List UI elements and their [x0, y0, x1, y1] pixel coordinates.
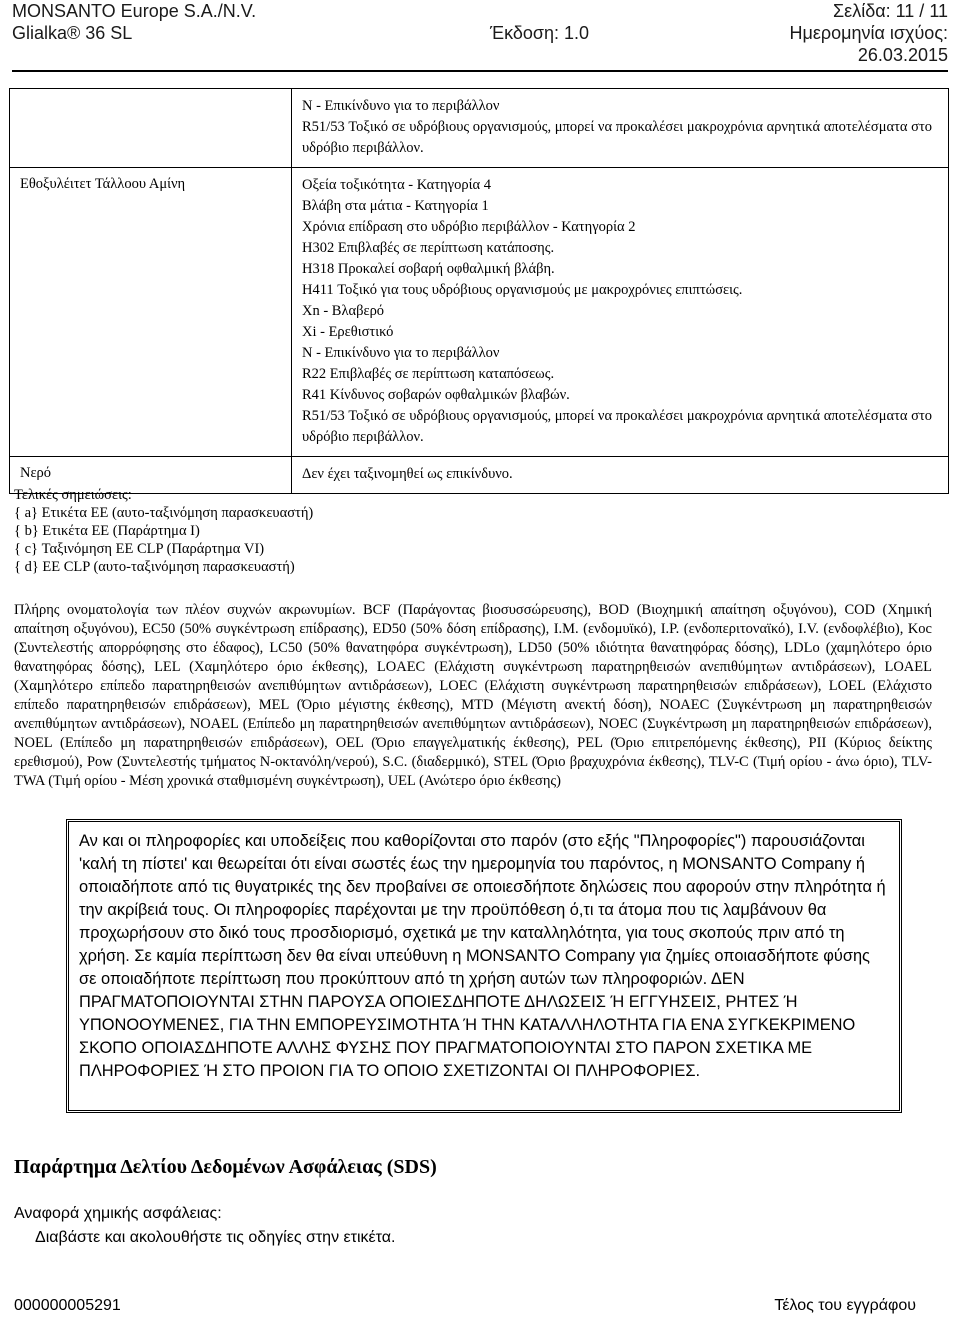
classification-cell: [292, 168, 949, 457]
classification-line: R22 Επιβλαβές σε περίπτωση καταπόσεως.: [302, 366, 555, 382]
chemical-safety-label: Αναφορά χημικής ασφάλειας:: [14, 1205, 222, 1222]
table-row: [10, 168, 949, 457]
end-of-document: Τέλος του εγγράφου: [774, 1297, 916, 1314]
classification-line: N - Επικίνδυνο για το περιβάλλον: [302, 98, 500, 114]
substance-cell: Νερό: [10, 457, 292, 494]
substance-cell: [10, 89, 292, 168]
classification-cell: [292, 89, 949, 168]
classification-line: H302 Επιβλαβές σε περίπτωση κατάποσης.: [302, 240, 555, 256]
classification-line: R51/53 Τοξικό σε υδρόβιους οργανισμούς, μπορεί να προκαλέσει μακροχρόνια αρνητικά αποτελέσματα στο υδρόβιο περιβάλλον.: [302, 408, 933, 445]
final-note-item: { c} Ταξινόμηση ΕΕ CLP (Παράρτημα VI): [14, 541, 265, 557]
classification-line: H318 Προκαλεί σοβαρή οφθαλμική βλάβη.: [302, 261, 555, 277]
classification-line: H411 Τοξικό για τους υδρόβιους οργανισμούς με μακροχρόνιες επιπτώσεις.: [302, 282, 743, 298]
final-notes-title: Τελικές σημειώσεις:: [14, 487, 132, 503]
classification-line: Δεν έχει ταξινομηθεί ως επικίνδυνο.: [302, 466, 513, 482]
classification-line: Οξεία τοξικότητα - Κατηγορία 4: [302, 177, 491, 193]
table-row: [10, 89, 949, 168]
validity-label: Ημερομηνία ισχύος:: [789, 23, 948, 43]
classification-line: Xn - Βλαβερό: [302, 303, 385, 319]
final-note-item: { d} ΕΕ CLP (αυτο-ταξινόμηση παρασκευαστή): [14, 559, 295, 575]
company-name: MONSANTO Europe S.A./N.V.: [12, 1, 257, 21]
classification-line: N - Επικίνδυνο για το περιβάλλον: [302, 345, 500, 361]
final-note-item: { b} Ετικέτα ΕΕ (Παράρτημα I): [14, 523, 200, 539]
classification-line: Βλάβη στα μάτια - Κατηγορία 1: [302, 198, 489, 214]
classification-line: R51/53 Τοξικό σε υδρόβιους οργανισμούς, μπορεί να προκαλέσει μακροχρόνια αρνητικά αποτελέσματα στο υδρόβιο περιβάλλον.: [302, 119, 933, 156]
page-number: Σελίδα: 11 / 11: [833, 1, 948, 21]
classification-line: Χρόνια επίδραση στο υδρόβιο περιβάλλον - Κατηγορία 2: [302, 219, 636, 235]
version: Έκδοση: 1.0: [490, 23, 590, 43]
final-note-item: { a} Ετικέτα ΕΕ (αυτο-ταξινόμηση παρασκευαστή): [14, 505, 314, 521]
chemical-safety-text: Διαβάστε και ακολουθήστε τις οδηγίες στην ετικέτα.: [35, 1229, 396, 1246]
header-divider: [12, 70, 948, 72]
validity-date: 26.03.2015: [857, 45, 948, 65]
substance-cell: Εθοξυλέιτετ Τάλλοου Αμίνη: [10, 168, 292, 457]
classification-line: Xi - Ερεθιστικό: [302, 324, 394, 340]
product-name: Glialka® 36 SL: [12, 23, 133, 43]
classification-line: R41 Κίνδυνος σοβαρών οφθαλμικών βλαβών.: [302, 387, 570, 403]
disclaimer-box: Αν και οι πληροφορίες και υποδείξεις που καθορίζονται στο παρόν (στο εξής "Πληροφορίες") παρουσιάζονται 'καλή τη πίστει' και θεωρείται ότι είναι σωστές έως την ημερομηνία του παρόντος, η MONSANTO Company ή οποιαδήποτε από τις θυγατρικές της δεν προβαίνει σε οποιεσδήποτε δηλώσεις που αφορούν στην πληρότητα ή την ακρίβειά τους. Οι πληροφορίες παρέχονται με την προϋπόθεση ό,τι τα άτομα που τις λαμβάνουν θα προχωρήσουν στο δικό τους προσδιορισμό, σχετικά με την καταλληλότητα, για τους σκοπούς πριν από τη χρήση. Σε καμία περίπτωση δεν θα είναι υπεύθυνη η MONSANTO Company για ζημίες οποιασδήποτε φύσης σε οποιαδήποτε περίπτωση που προκύπτουν από τη χρήση αυτών των πληροφοριών. ΔΕΝ ΠΡΑΓΜΑΤΟΠΟΙΟΥΝΤΑΙ ΣΤΗΝ ΠΑΡΟΥΣΑ ΟΠΟΙΕΣΔΗΠΟΤΕ ΔΗΛΩΣΕΙΣ Ή ΕΓΓΥΗΣΕΙΣ, ΡΗΤΕΣ Ή ΥΠΟΝΟΟΥΜΕΝΕΣ, ΓΙΑ ΤΗΝ ΕΜΠΟΡΕΥΣΙΜΟΤΗΤΑ Ή ΤΗΝ ΚΑΤΑΛΛΗΛΟΤΗΤΑ ΓΙΑ ΕΝΑ ΣΥΓΚΕΚΡΙΜΕΝΟ ΣΚΟΠΟ ΟΠΟΙΑΣΔΗΠΟΤΕ ΑΛΛΗΣ ΦΥΣΗΣ ΠΟΥ ΠΡΑΓΜΑΤΟΠΟΙΟΥΝΤΑΙ ΣΤΟ ΠΑΡΟΝ ΣΧΕΤΙΚΑ ΜΕ ΠΛΗΡΟΦΟΡΙΕΣ Ή ΣΤΟ ΠΡΟΙΟΝ ΓΙΑ ΤΟ ΟΠΟΙΟ ΣΧΕΤΙΖΟΝΤΑΙ ΟΙ ΠΛΗΡΟΦΟΡΙΕΣ.: [66, 819, 902, 1113]
classification-table: [9, 88, 949, 494]
annex-title: Παράρτημα Δελτίου Δεδομένων Ασφάλειας (SDS): [14, 1156, 437, 1178]
document-number: 000000005291: [14, 1297, 121, 1314]
abbreviations-paragraph: Πλήρης ονοματολογία των πλέον συχνών ακρωνυμίων. BCF (Παράγοντας βιοσυσσώρευσης), BOD (Βιοχημική απαίτηση οξυγόνου), COD (Χημική απαίτηση οξυγόνου), EC50 (50% συγκέντρωση επίδρασης), ED50 (50% δόση επίδρασης), I.M. (ενδομυϊκό), I.P. (ενδοπεριτοναϊκό), I.V. (ενδοφλέβιο), Koc (Συντελεστής απορρόφησης στο έδαφος), LC50 (50% θανατηφόρα συγκέντρωση), LD50 (50% ιδιότητα θανατηφόρας δόσης), LDLo (χαμηλότερο όριο θανατηφόρας δόσης), LEL (Χαμηλότερο όριο έκθεσης), LOAEC (Ελάχιστη συγκέντρωση παρατηρηθεισών ανεπιθύμητων αντιδράσεων), LOAEL (Χαμηλότερο επίπεδο παρατηρηθεισών ανεπιθύμητων αντιδράσεων), LOEC (Ελάχιστη συγκέντρωση παρατηρηθεισών επιδράσεων), LOEL (Ελάχιστο επίπεδο παρατηρηθεισών επιδράσεων), MEL (Όριο μέγιστης έκθεσης), MTD (Μέγιστη ανεκτή δόση), NOAEC (Συγκέντρωση μη παρατηρηθεισών ανεπιθύμητων αντιδράσεων), NOAEL (Επίπεδο μη παρατηρηθεισών ανεπιθύμητων αντιδράσεων), NOEC (Συγκέντρωση μη παρατηρηθεισών επιδράσεων), NOEL (Επίπεδο μη παρατηρηθεισών επιδράσεων), OEL (Όριο επαγγελματικής έκθεσης), PEL (Όριο επιτρεπόμενης έκθεσης), PII (Κύριος δείκτης ερεθισμού), Pow (Συντελεστής τμήματος N-οκτανόλη/νερού), S.C. (διαδερμικό), STEL (Όριο βραχυχρόνια έκθεσης), TLV-C (Τιμή ορίου - άνω όριο), TLV-TWA (Τιμή ορίου - Μέση χρονικά σταθμισμένη συγκέντρωση), UEL (Ανώτερο όριο έκθεσης): [14, 602, 932, 789]
final-notes: [14, 486, 944, 576]
